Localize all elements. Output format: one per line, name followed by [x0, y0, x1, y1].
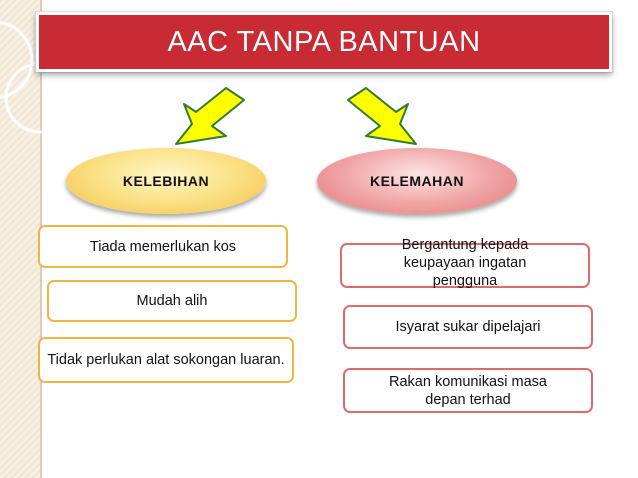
disadvantage-item — [340, 236, 590, 289]
disadvantages-heading-label: KELEMAHAN — [370, 173, 464, 189]
disadvantage-item-text: Rakan komunikasi masa depan terhad — [389, 373, 547, 408]
advantage-item — [38, 225, 288, 268]
title-banner — [36, 12, 612, 72]
advantages-heading-label: KELEBIHAN — [122, 173, 210, 189]
disadvantage-item — [343, 305, 593, 349]
page-title: AAC TANPA BANTUAN — [167, 25, 481, 58]
advantage-item-text: Mudah alih — [136, 293, 208, 309]
arrow-down-left-icon — [168, 86, 248, 148]
arrow-down-right-icon — [344, 86, 424, 148]
advantage-item — [38, 337, 294, 383]
disadvantage-item-text: Isyarat sukar dipelajari — [395, 319, 541, 335]
disadvantage-item — [343, 368, 593, 413]
advantage-item-text: Tiada memerlukan kos — [89, 238, 237, 255]
disadvantage-item-text: Bergantung kepada keupayaan ingatan pengguna — [401, 236, 529, 289]
advantage-item-text: Tidak perlukan alat sokongan luaran. — [47, 352, 285, 368]
advantage-item — [47, 280, 297, 322]
disadvantages-heading — [317, 148, 517, 214]
advantages-heading — [66, 148, 266, 214]
